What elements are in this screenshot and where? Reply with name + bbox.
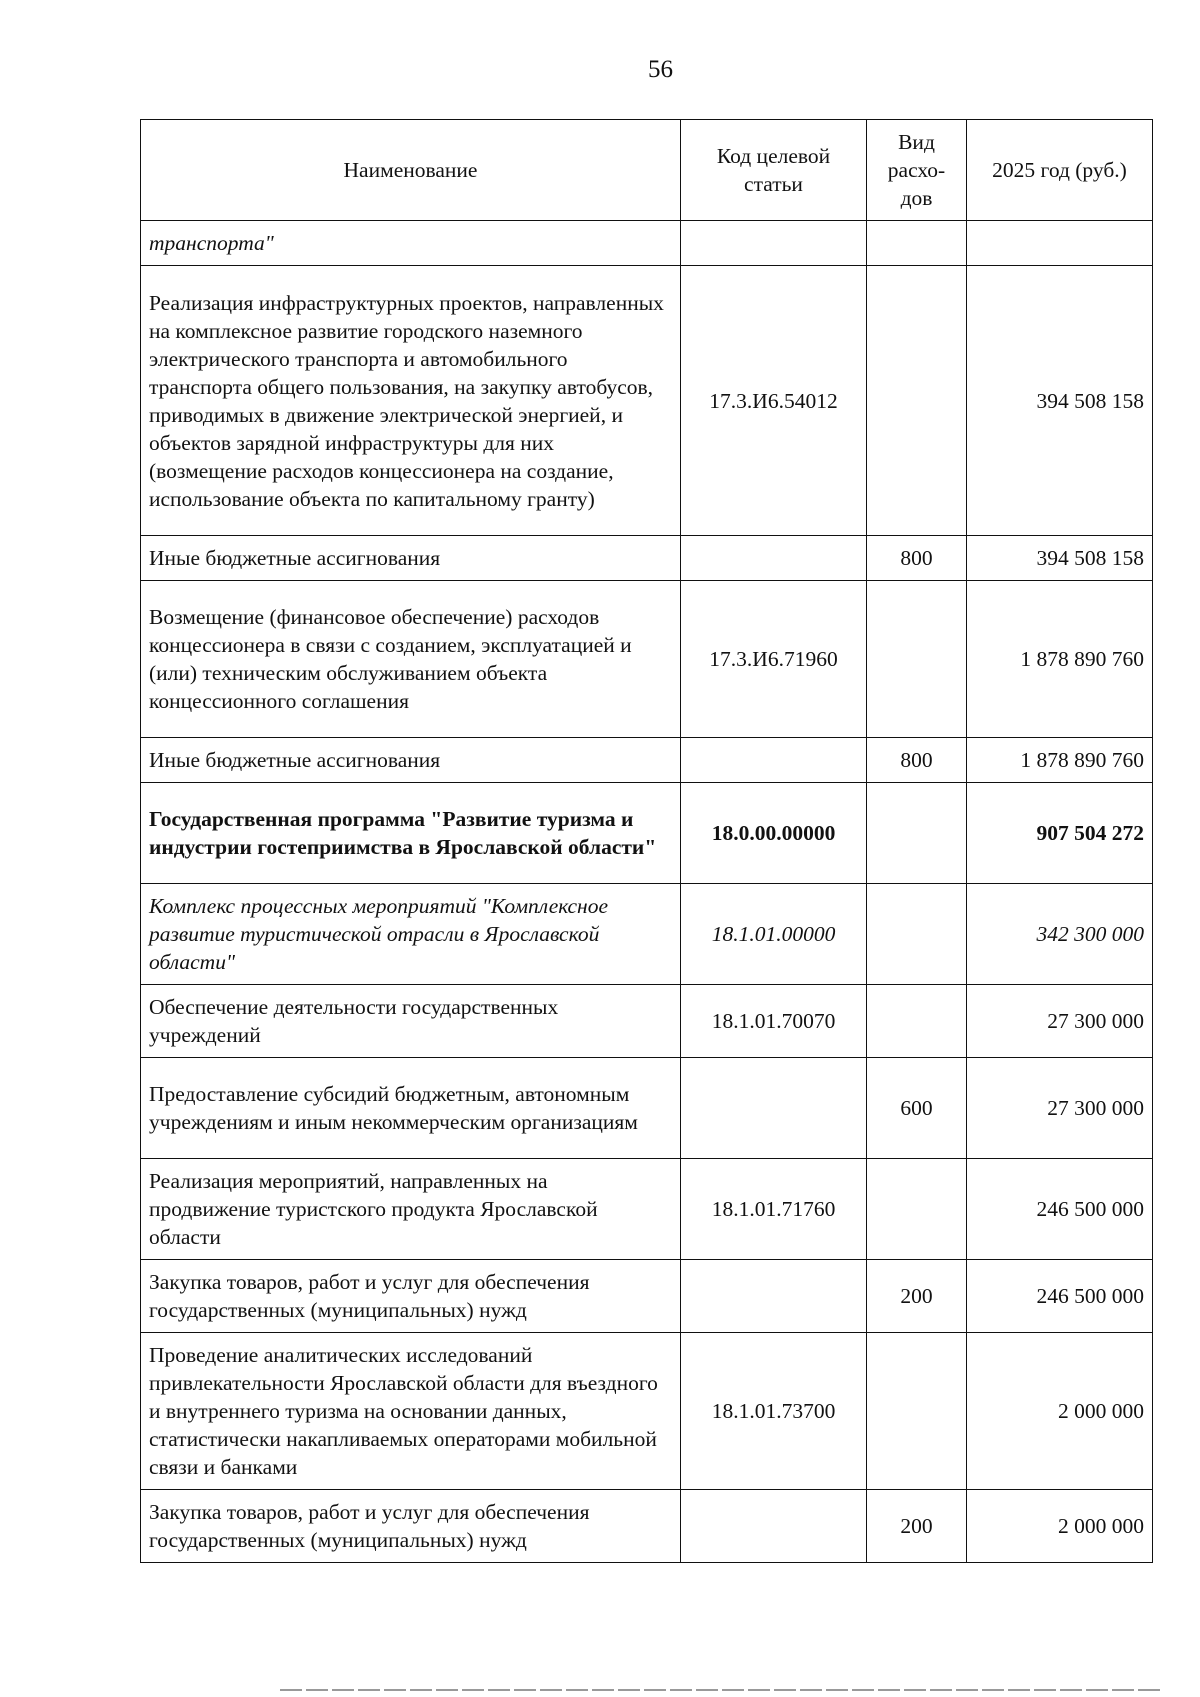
- row-amount: 27 300 000: [967, 985, 1153, 1058]
- table-row: [141, 581, 1153, 738]
- row-name: Предоставление субсидий бюджетным, автономным учреждениям и иным некоммерческим организациям: [141, 1058, 681, 1159]
- row-kind: 200: [867, 1490, 967, 1563]
- row-amount: 2 000 000: [967, 1333, 1153, 1490]
- row-code: 18.1.01.00000: [681, 884, 867, 985]
- header-name: Наименование: [141, 120, 681, 221]
- table-row: [141, 536, 1153, 581]
- row-name: Реализация инфраструктурных проектов, направленных на комплексное развитие городского наземного электрического транспорта и автомобильного транспорта общего пользования, на закупку автобусов, приводимых в движение электрической энергией, и объектов зарядной инфраструктуры для них (возмещение расходов концессионера на создание, использование объекта по капитальному гранту): [141, 266, 681, 536]
- row-name: Возмещение (финансовое обеспечение) расходов концессионера в связи с созданием, эксплуатацией и (или) техническим обслуживанием объекта концессионного соглашения: [141, 581, 681, 738]
- table-row: [141, 1260, 1153, 1333]
- page-number: 56: [648, 56, 673, 83]
- table-row: [141, 1490, 1153, 1563]
- header-amount: 2025 год (руб.): [967, 120, 1153, 221]
- row-kind: 600: [867, 1058, 967, 1159]
- row-name: транспорта": [141, 221, 681, 266]
- table-row: [141, 266, 1153, 536]
- row-code: 18.1.01.70070: [681, 985, 867, 1058]
- row-code: 18.1.01.71760: [681, 1159, 867, 1260]
- row-code: [681, 1058, 867, 1159]
- row-kind: 800: [867, 536, 967, 581]
- row-code: 18.0.00.00000: [681, 783, 867, 884]
- table-row: [141, 985, 1153, 1058]
- row-name: Обеспечение деятельности государственных учреждений: [141, 985, 681, 1058]
- row-kind: [867, 1159, 967, 1260]
- table-row: [141, 1159, 1153, 1260]
- row-name: Иные бюджетные ассигнования: [141, 738, 681, 783]
- bottom-scan-rule: [280, 1689, 1160, 1691]
- row-kind: [867, 266, 967, 536]
- row-code: [681, 536, 867, 581]
- header-code: Код целевой статьи: [681, 120, 867, 221]
- row-name: Закупка товаров, работ и услуг для обеспечения государственных (муниципальных) нужд: [141, 1260, 681, 1333]
- row-amount: 246 500 000: [967, 1260, 1153, 1333]
- row-kind: 200: [867, 1260, 967, 1333]
- row-kind: [867, 884, 967, 985]
- row-code: 17.3.И6.54012: [681, 266, 867, 536]
- budget-table: [140, 119, 1153, 1563]
- row-code: [681, 1490, 867, 1563]
- row-amount: [967, 221, 1153, 266]
- row-amount: 1 878 890 760: [967, 738, 1153, 783]
- row-amount: 342 300 000: [967, 884, 1153, 985]
- row-code: 17.3.И6.71960: [681, 581, 867, 738]
- row-name: Закупка товаров, работ и услуг для обеспечения государственных (муниципальных) нужд: [141, 1490, 681, 1563]
- table-body: [141, 221, 1153, 1563]
- row-amount: 2 000 000: [967, 1490, 1153, 1563]
- row-amount: 394 508 158: [967, 266, 1153, 536]
- row-amount: 907 504 272: [967, 783, 1153, 884]
- header-kind: Вид расхо-дов: [867, 120, 967, 221]
- row-name: Иные бюджетные ассигнования: [141, 536, 681, 581]
- table-row: [141, 783, 1153, 884]
- table-row: [141, 884, 1153, 985]
- row-amount: 246 500 000: [967, 1159, 1153, 1260]
- row-code: 18.1.01.73700: [681, 1333, 867, 1490]
- row-name: Реализация мероприятий, направленных на продвижение туристского продукта Ярославской области: [141, 1159, 681, 1260]
- row-kind: [867, 1333, 967, 1490]
- row-code: [681, 221, 867, 266]
- table-header-row: [141, 120, 1153, 221]
- table-row: [141, 221, 1153, 266]
- row-kind: 800: [867, 738, 967, 783]
- row-name: Государственная программа "Развитие туризма и индустрии гостеприимства в Ярославской области": [141, 783, 681, 884]
- row-kind: [867, 783, 967, 884]
- row-code: [681, 1260, 867, 1333]
- row-kind: [867, 581, 967, 738]
- table-row: [141, 1333, 1153, 1490]
- row-code: [681, 738, 867, 783]
- row-amount: 1 878 890 760: [967, 581, 1153, 738]
- table-row: [141, 1058, 1153, 1159]
- table-row: [141, 738, 1153, 783]
- row-kind: [867, 985, 967, 1058]
- row-name: Комплекс процессных мероприятий "Комплексное развитие туристической отрасли в Ярославской области": [141, 884, 681, 985]
- row-name: Проведение аналитических исследований привлекательности Ярославской области для въездного и внутреннего туризма на основании данных, статистически накапливаемых операторами мобильной связи и банками: [141, 1333, 681, 1490]
- row-amount: 27 300 000: [967, 1058, 1153, 1159]
- row-amount: 394 508 158: [967, 536, 1153, 581]
- row-kind: [867, 221, 967, 266]
